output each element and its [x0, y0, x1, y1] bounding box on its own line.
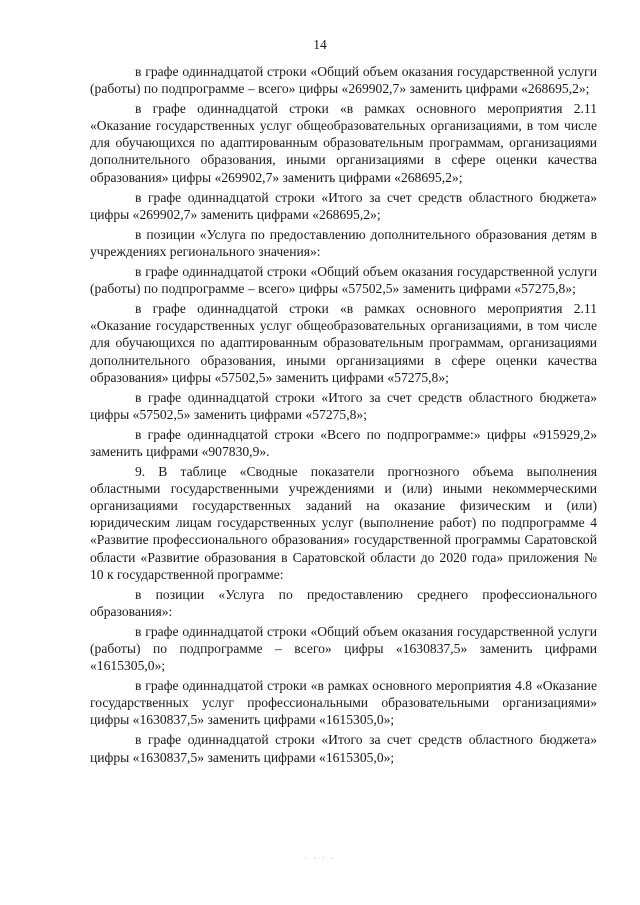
- paragraph: 9. В таблице «Сводные показатели прогнозного объема выполнения областными государственными учреждениями и (или) иными некоммерческими организациями государственных заданий на оказание физическим и (или) юридическим лицам государственных услуг (выполнение работ) по подпрограмме 4 «Развитие профессионального образования» государственной программы Саратовской области «Развитие образования в Саратовской области до 2020 года» приложения № 10 к государственной программе:: [90, 464, 597, 582]
- document-body: [90, 63, 597, 766]
- paragraph: в графе одиннадцатой строки «в рамках основного мероприятия 4.8 «Оказание государственных услуг профессиональными образовательными организациями» цифры «1630837,5» заменить цифрами «1615305,0»;: [90, 678, 597, 728]
- paragraph: в графе одиннадцатой строки «в рамках основного мероприятия 2.11 «Оказание государственных услуг общеобразовательных организациями, в том числе для обучающихся по адаптированным образовательным программам, организациями дополнительного образования, иными организациями в сфере оценки качества образования» цифры «57502,5» заменить цифрами «57275,8»;: [90, 301, 597, 385]
- paragraph: в графе одиннадцатой строки «Общий объем оказания государственной услуги (работы) по подпрограмме – всего» цифры «269902,7» заменить цифрами «268695,2»;: [90, 64, 597, 97]
- paragraph: в графе одиннадцатой строки «Итого за счет средств областного бюджета» цифры «57502,5» заменить цифрами «57275,8»;: [90, 389, 597, 422]
- paragraph: в графе одиннадцатой строки «Всего по подпрограмме:» цифры «915929,2» заменить цифрами «907830,9».: [90, 426, 597, 459]
- paragraph: в графе одиннадцатой строки «Итого за счет средств областного бюджета» цифры «1630837,5» заменить цифрами «1615305,0»;: [90, 732, 597, 765]
- page-number: 14: [313, 37, 327, 52]
- paragraph: в позиции «Услуга по предоставлению дополнительного образования детям в учреждениях регионального значения»:: [90, 226, 597, 259]
- paragraph: в графе одиннадцатой строки «в рамках основного мероприятия 2.11 «Оказание государственных услуг общеобразовательных организациями, в том числе для обучающихся по адаптированным образовательным программам, организациями дополнительного образования, иными организациями в сфере оценки качества образования» цифры «269902,7» заменить цифрами «268695,2»;: [90, 101, 597, 185]
- paragraph: в графе одиннадцатой строки «Общий объем оказания государственной услуги (работы) по подпрограмме – всего» цифры «1630837,5» заменить цифрами «1615305,0»;: [90, 623, 597, 674]
- paragraph: в позиции «Услуга по предоставлению среднего профессионального образования»:: [90, 586, 597, 619]
- footer-mark: · · · ·: [304, 854, 336, 863]
- paragraph: в графе одиннадцатой строки «Итого за счет средств областного бюджета» цифры «269902,7» заменить цифрами «268695,2»;: [90, 189, 597, 222]
- paragraph: в графе одиннадцатой строки «Общий объем оказания государственной услуги (работы) по подпрограмме – всего» цифры «57502,5» заменить цифрами «57275,8»;: [90, 264, 597, 297]
